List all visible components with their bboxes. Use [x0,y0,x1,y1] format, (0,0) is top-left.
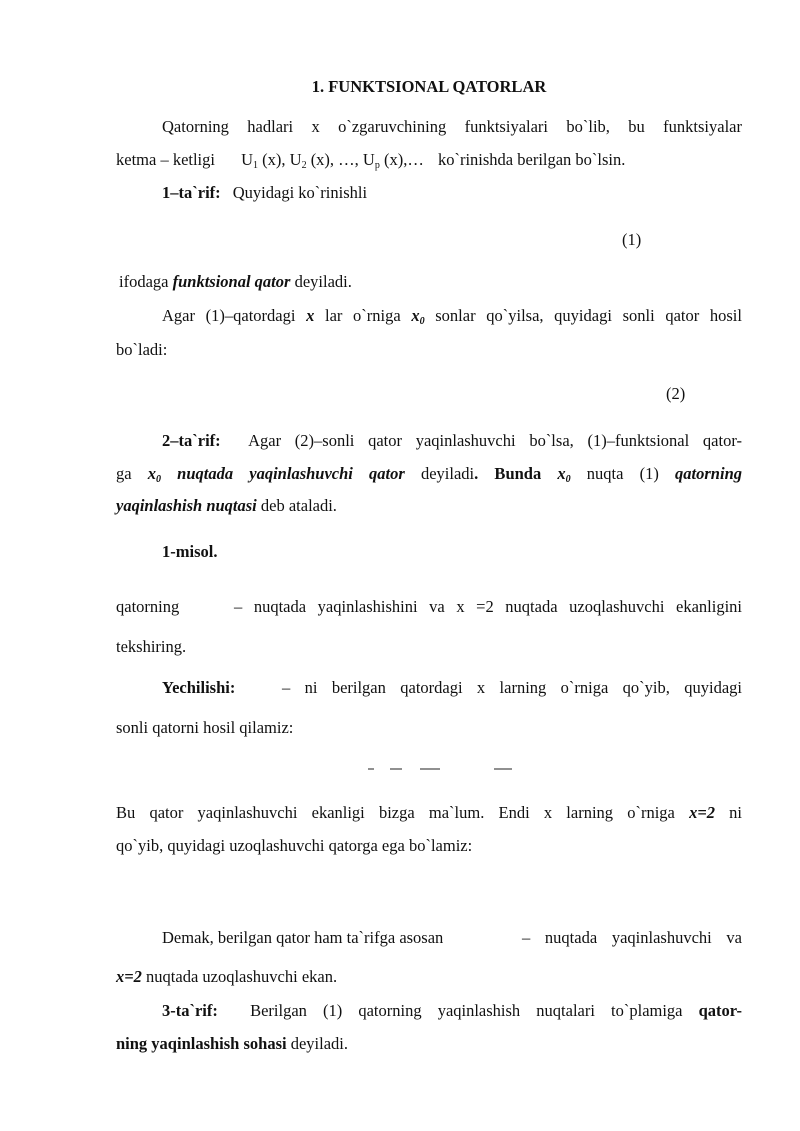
example-1-label: 1-misol. [162,542,218,561]
paragraph-2-line-2: bo`ladi: [116,340,168,359]
paragraph-2-line-1: Agar (1)–qatordagi x lar o`rniga $x_0$ sonlar qo`yilsa, quyidagi sonli qator hosil [162,306,742,327]
definition-1-label: 1–ta`rif: [162,183,221,202]
function-sequence: $U_1$ (x), $U_2$ (x), …, $U_p$ (x),… [241,150,424,171]
definition-3-line-1: 3-ta`rif: Berilgan (1) qatorning yaqinlashish nuqtalari to`plamiga qator- [162,1001,742,1020]
paragraph-1-line-1: Qatorning hadlari x o`zgaruvchining funktsiyalari bo`lib, bu funktsiyalar [162,117,742,136]
example-1-line-1-end: – nuqtada yaqinlashishini va x =2 nuqtada uzoqlashuvchi ekanligini [234,597,742,616]
paragraph-3-line-1: Bu qator yaqinlashuvchi ekanligi bizga ma`lum. Endi x larning o`rniga x=2 ni [116,803,742,822]
example-1-line-2: tekshiring. [116,637,187,656]
page-title: 1. FUNKTSIONAL QATORLAR [311,77,547,96]
definition-1 [162,183,367,203]
definition-3-label: 3-ta`rif: [162,1001,218,1020]
solution-line-1: – ni berilgan qatordagi x larning o`rniga qo`yib, quyidagi [282,678,742,697]
paragraph-3-line-2: qo`yib, quyidagi uzoqlashuvchi qatorga ega bo`lamiz: [116,836,473,855]
paragraph-1-line-2 [116,150,625,170]
paragraph-4-line-2: x=2 nuqtada uzoqlashuvchi ekan. [116,967,338,986]
paragraph-4-line-1-start: Demak, berilgan qator ham ta`rifga asosan [162,928,444,947]
example-1-line-1-start: qatorning [116,597,180,616]
definition-2-line-1: 2–ta`rif: Agar (2)–sonli qator yaqinlashuvchi bo`lsa, (1)–funktsional qator- [162,431,742,450]
definition-3-line-2: ning yaqinlashish sohasi deyiladi. [116,1034,348,1053]
solution-label: Yechilishi: [162,678,236,697]
sequence-outro: ko`rinishda berilgan bo`lsin. [437,150,626,169]
equation-number-2: (2) [666,384,686,403]
fraction-bars-residue [0,760,800,780]
term-functional-series: funktsional qator [172,272,291,291]
definition-2-line-2: ga $x_0$ nuqtada yaqinlashuvchi qator deyiladi. Bunda $x_0$ nuqta (1) qatorning [116,464,742,485]
definition-1-conclusion: ifodaga funktsional qator deyiladi. [119,272,352,291]
equation-number-1: (1) [622,230,642,249]
definition-1-text: Quyidagi ko`rinishli [232,183,368,202]
paragraph-4-line-1-end: – nuqtada yaqinlashuvchi va [522,928,742,947]
solution-line-2: sonli qatorni hosil qilamiz: [116,718,294,737]
definition-2-line-3: yaqinlashish nuqtasi deb ataladi. [116,496,337,515]
sequence-intro: ketma – ketligi [116,150,215,169]
definition-2-label: 2–ta`rif: [162,431,221,450]
